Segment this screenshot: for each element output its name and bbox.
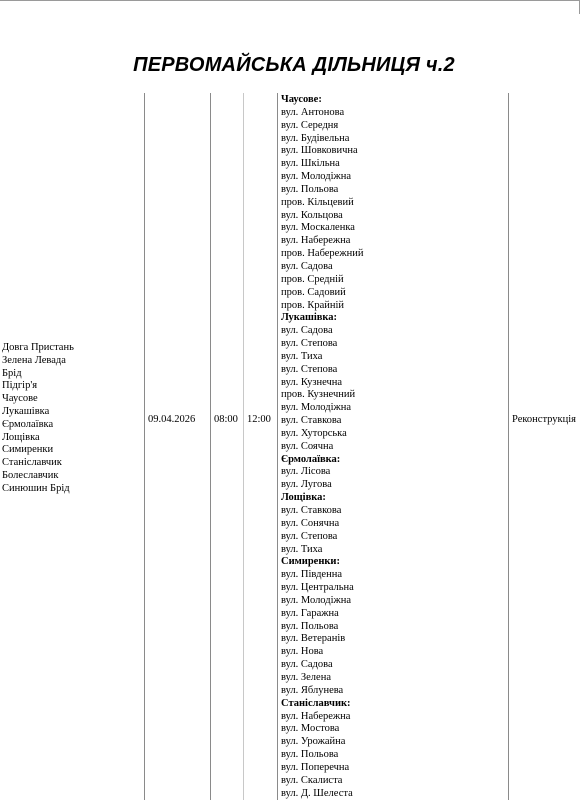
village-heading: Чаусове: xyxy=(281,94,322,105)
street-item: вул. Сонячна xyxy=(281,517,340,529)
locality-item: Чаусове xyxy=(2,393,38,405)
street-item: вул. Шовковична xyxy=(281,145,358,157)
street-item: вул. Центральна xyxy=(281,582,354,594)
locality-item: Синюшин Брід xyxy=(2,482,70,494)
street-item: вул. Шкільна xyxy=(281,158,340,170)
street-item: вул. Зелена xyxy=(281,671,331,683)
street-item: пров. Крайній xyxy=(281,299,345,311)
street-item: пров. Кузнечний xyxy=(281,389,356,401)
street-item: вул. Ставкова xyxy=(281,505,342,516)
street-item: вул. Садова xyxy=(281,260,333,272)
time-start-cell: 08:00 xyxy=(214,414,238,425)
street-item: вул. Соячна xyxy=(281,440,334,452)
street-item: вул. Ставкова xyxy=(281,415,342,427)
street-item: вул. Поперечна xyxy=(281,761,350,773)
street-item: вул. Польова xyxy=(281,620,339,632)
street-item: вул. Південна xyxy=(281,569,342,581)
village-heading: Лощівка: xyxy=(281,492,326,504)
street-item: вул. Ветеранів xyxy=(281,633,346,645)
street-item: вул. Степова xyxy=(281,363,338,375)
street-item: вул. Польова xyxy=(281,749,339,761)
street-item: вул. Скалиста xyxy=(281,774,343,786)
locality-item: Єрмолаївка xyxy=(2,418,54,430)
street-item: вул. Кузнечна xyxy=(281,376,343,388)
table-column-divider xyxy=(508,93,509,800)
locality-item: Болеславчик xyxy=(2,469,59,481)
street-item: вул. Садова xyxy=(281,659,333,671)
reason-cell: Реконструкція xyxy=(512,414,577,425)
street-item: вул. Тиха xyxy=(281,350,323,362)
page-top-border-corner xyxy=(579,0,580,14)
table-column-divider xyxy=(144,93,145,800)
street-item: вул. Мостова xyxy=(281,723,340,735)
street-item: вул. Гаражна xyxy=(281,607,339,619)
street-item: вул. Молодіжна xyxy=(281,402,352,414)
locality-item: Зелена Левада xyxy=(2,354,66,366)
village-heading: Станіславчик: xyxy=(281,697,351,709)
street-item: вул. Степова xyxy=(281,530,338,542)
village-heading: Симиренки: xyxy=(281,556,340,568)
village-heading: Лукашівка: xyxy=(281,312,338,324)
locality-item: Підгір'я xyxy=(2,380,38,392)
street-item: вул. Москаленка xyxy=(281,222,355,234)
localities-cell xyxy=(2,342,74,496)
street-item: пров. Набережний xyxy=(281,248,364,260)
street-item: вул. Кольцова xyxy=(281,209,343,221)
street-item: пров. Садовий xyxy=(281,286,346,298)
page-top-border xyxy=(0,0,580,1)
table-column-divider xyxy=(210,93,211,800)
locality-item: Лукашівка xyxy=(2,405,50,417)
street-item: вул. Степова xyxy=(281,338,338,350)
street-item: вул. Середня xyxy=(281,119,339,131)
date-cell: 09.04.2026 xyxy=(148,414,196,425)
locality-item: Симиренки xyxy=(2,444,54,456)
street-item: вул. Польова xyxy=(281,183,339,195)
street-item: вул. Нова xyxy=(281,646,324,658)
table-column-divider xyxy=(243,93,244,800)
street-item: вул. Д. Шелеста xyxy=(281,787,353,799)
locality-item: Станіславчик xyxy=(2,457,62,469)
time-end-cell: 12:00 xyxy=(247,414,271,425)
village-heading: Єрмолаївка: xyxy=(281,453,341,465)
street-item: вул. Молодіжна xyxy=(281,594,352,606)
street-item: вул. Набережна xyxy=(281,235,351,247)
street-item: вул. Молодіжна xyxy=(281,171,352,183)
street-item: вул. Будівельна xyxy=(281,132,350,144)
table-column-divider xyxy=(277,93,278,800)
locality-item: Довга Пристань xyxy=(2,342,74,353)
street-item: вул. Лісова xyxy=(281,466,331,478)
page-title: ПЕРВОМАЙСЬКА ДІЛЬНИЦЯ ч.2 xyxy=(133,54,455,76)
streets-cell xyxy=(281,94,363,800)
street-item: вул. Набережна xyxy=(281,710,351,722)
locality-item: Лощівка xyxy=(2,431,40,443)
street-item: вул. Тиха xyxy=(281,543,323,555)
street-item: вул. Садова xyxy=(281,325,333,337)
street-item: пров. Средній xyxy=(281,273,344,285)
street-item: вул. Хуторська xyxy=(281,427,347,439)
street-item: пров. Кільцевий xyxy=(281,196,354,208)
street-item: вул. Урожайна xyxy=(281,736,346,748)
street-item: вул. Антонова xyxy=(281,106,345,118)
street-item: вул. Лугова xyxy=(281,479,332,491)
street-item: вул. Яблунева xyxy=(281,684,344,696)
locality-item: Брід xyxy=(2,367,22,379)
